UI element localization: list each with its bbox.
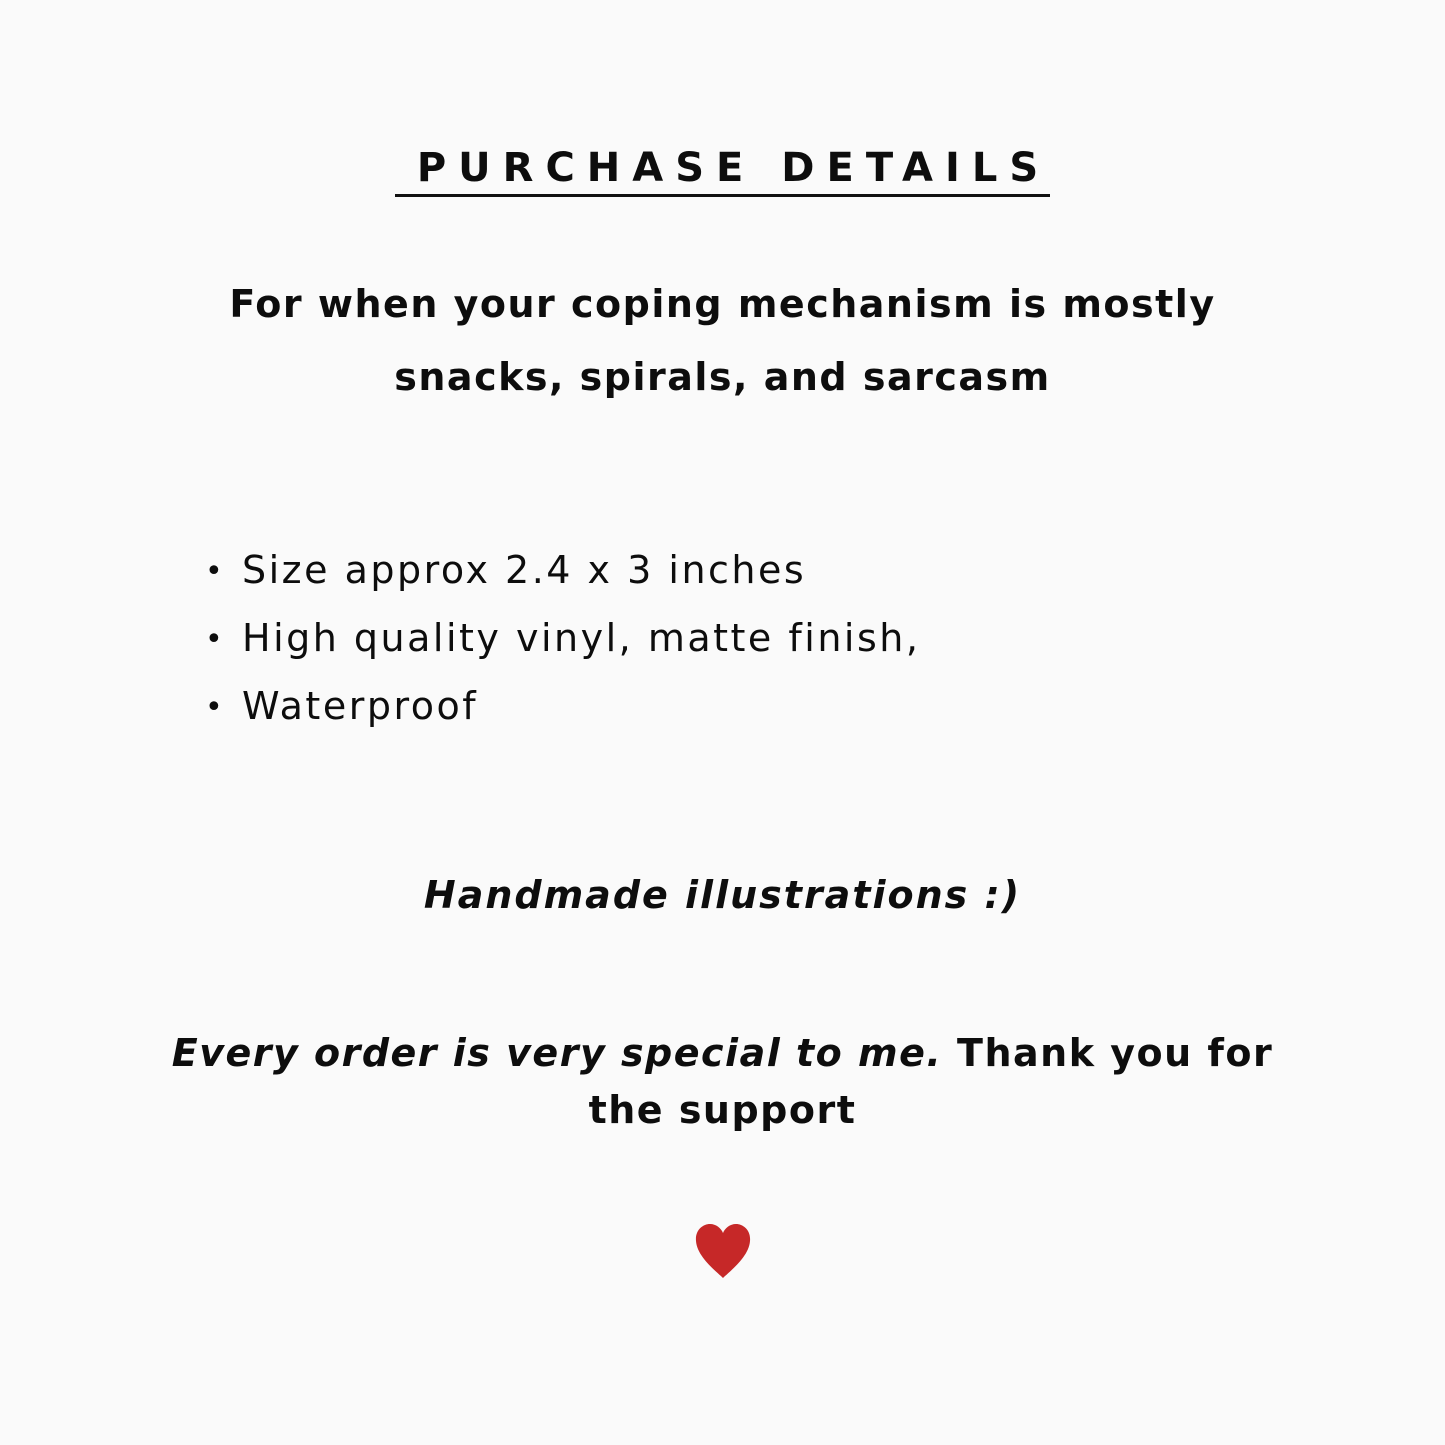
spec-item-text: Size approx 2.4 x 3 inches [242,548,807,592]
page-title [0,142,1445,197]
thank-you-italic: Every order is very special to me. [171,1031,943,1075]
heart-icon [693,1222,753,1280]
thank-you-message [150,1025,1295,1139]
heart-shape [696,1224,750,1278]
thank-you-regular: Thank you for the support [588,1031,1274,1132]
spec-item-text: Waterproof [242,684,479,728]
bullet-icon: • [205,554,226,589]
spec-item [205,673,920,741]
spec-list [205,537,920,741]
product-tagline: For when your coping mechanism is mostly snacks, spirals, and sarcasm [229,282,1216,399]
spec-item [205,605,920,673]
page-title-text: PURCHASE DETAILS [395,142,1050,197]
bullet-icon: • [205,622,226,657]
spec-item-text: High quality vinyl, matte finish, [242,616,921,660]
bullet-icon: • [205,690,226,725]
spec-item [205,537,920,605]
handmade-note: Handmade illustrations :) [423,873,1022,917]
